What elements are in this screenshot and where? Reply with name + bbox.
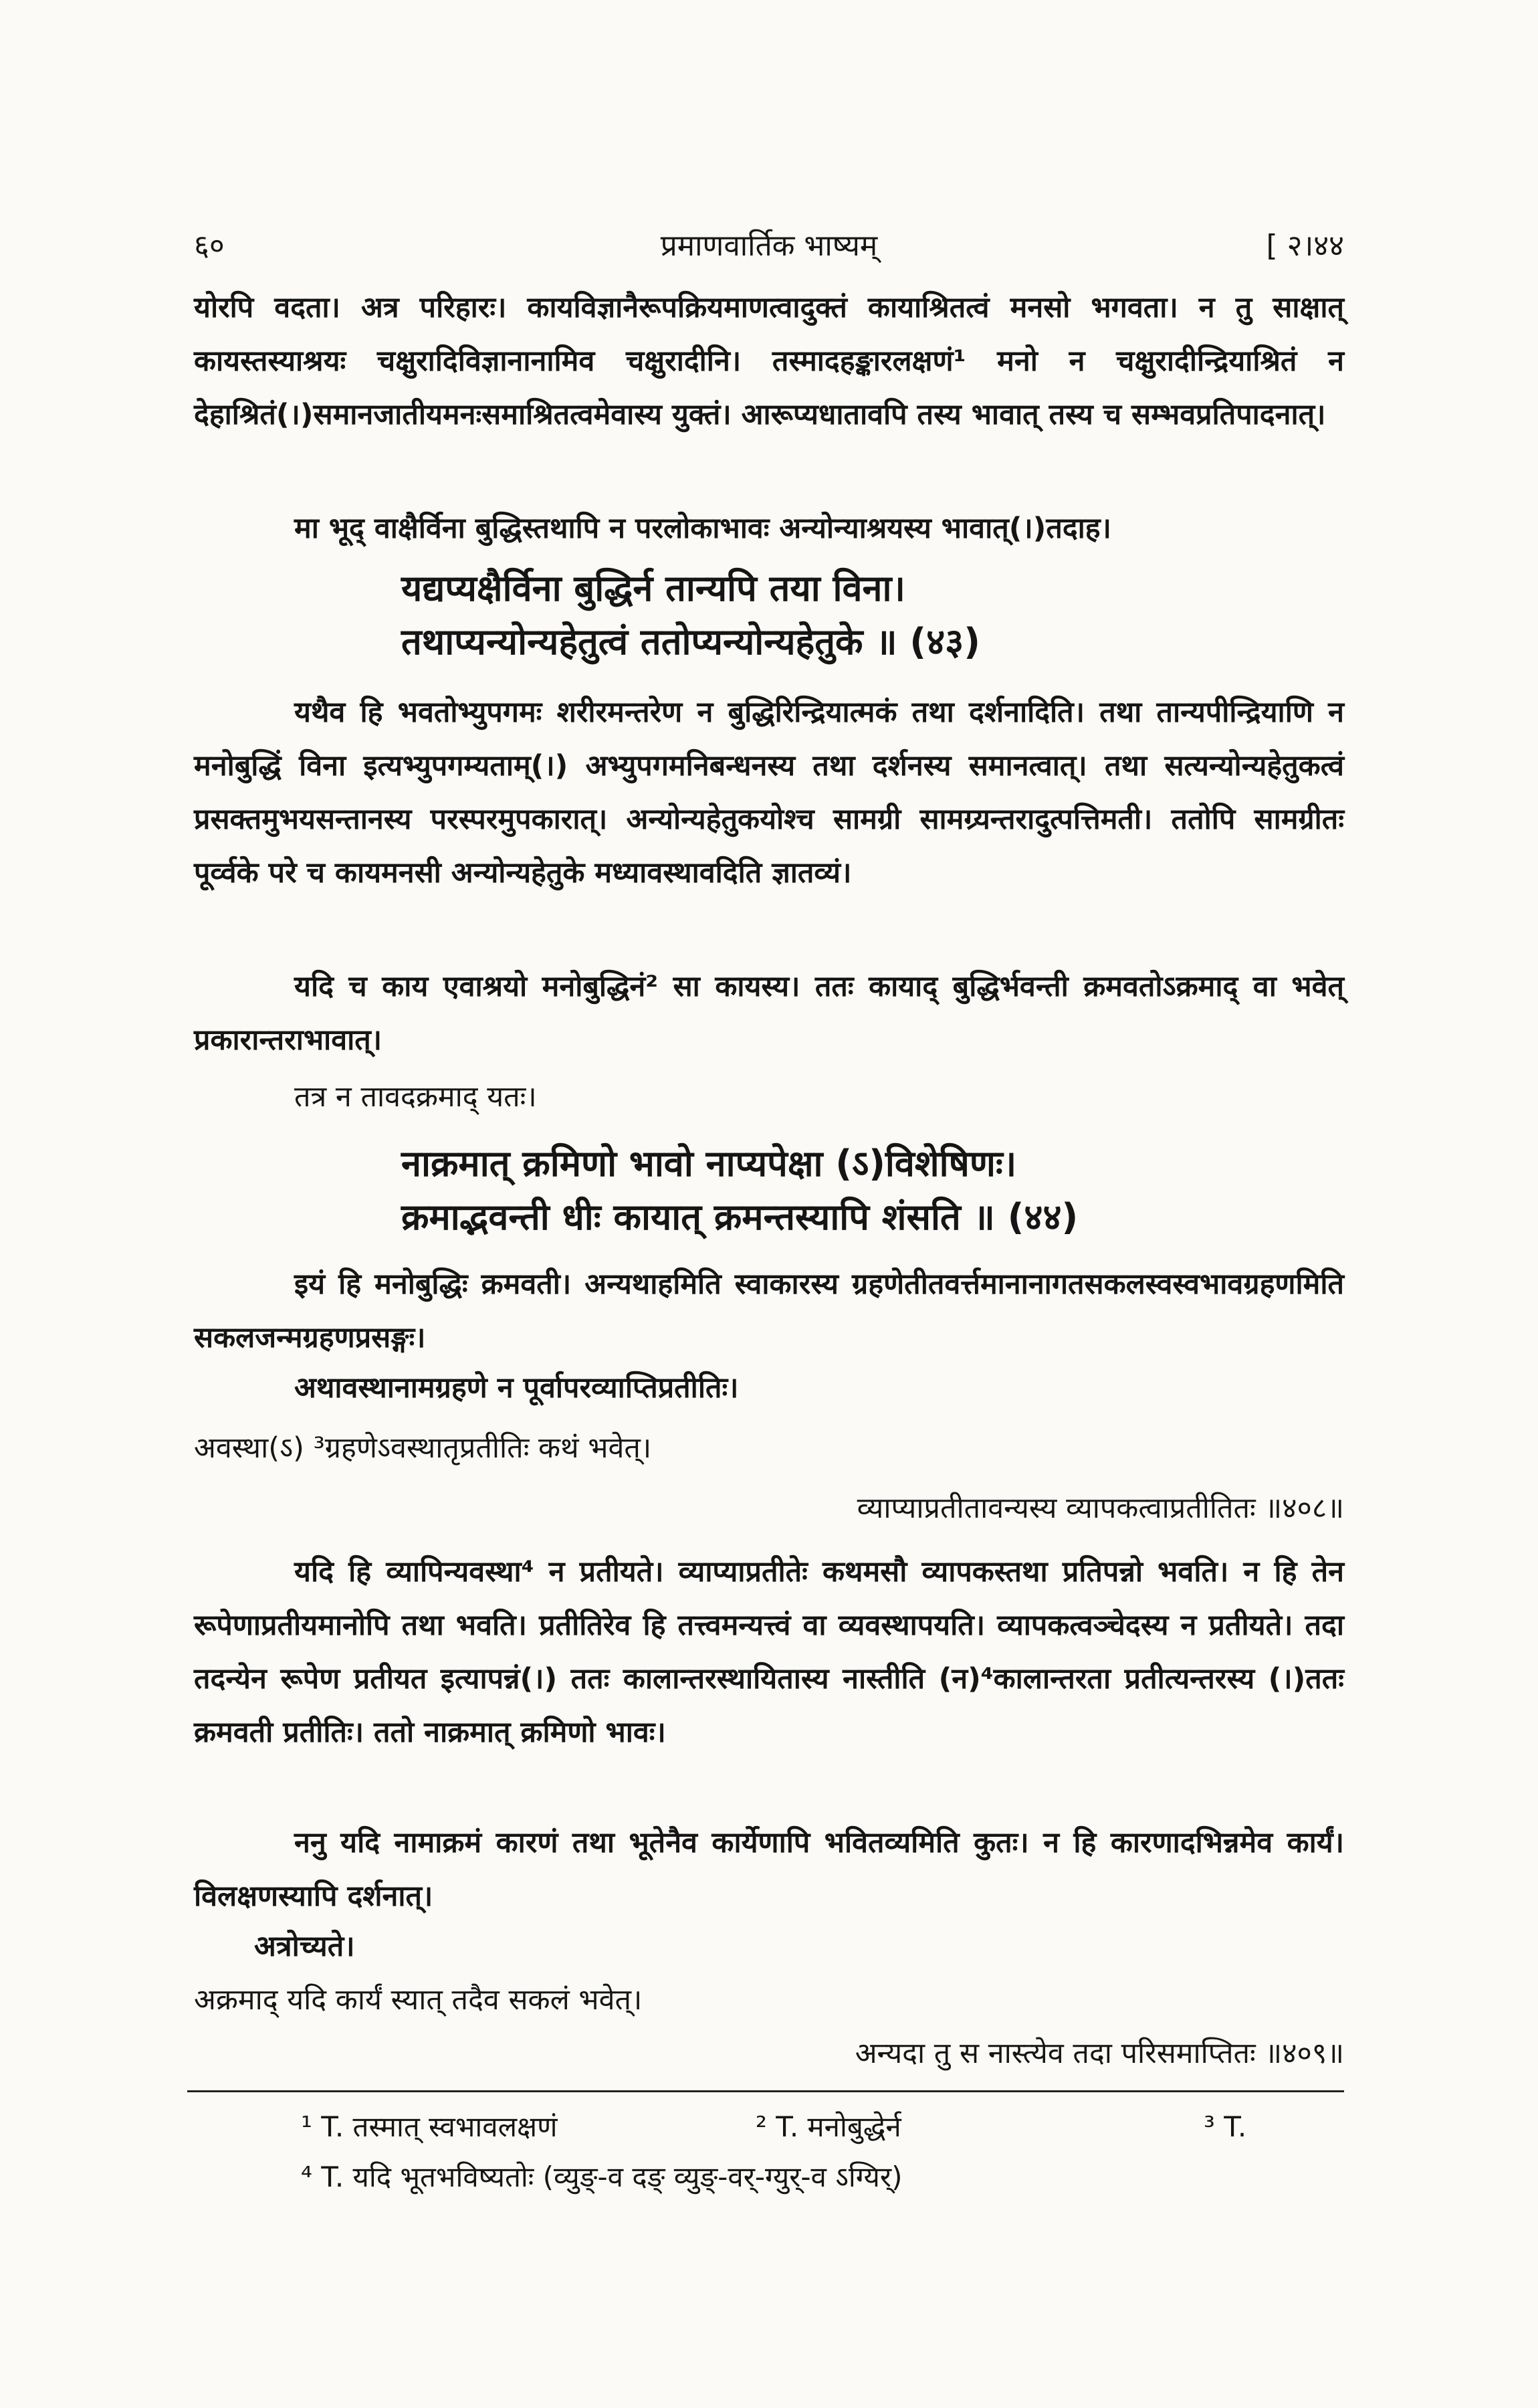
paragraph-3: यथैव हि भवतोभ्युपगमः शरीरमन्तरेण न बुद्धिरिन्द्रियात्मकं तथा दर्शनादिति। तथा तान्यपीन्द्रियाणि न मनोबुद्धिं विना इत्यभ्युपगम्यताम्(।) अभ्युपगमनिबन्धनस्य तथा दर्शनस्य समानत्वात्। तथा सत्यन्योन्यहेतुकत्वं प्रसक्तमुभयसन्तानस्य परस्परमुपकारात्। अन्योन्यहेतुकयोश्च सामग्री सामग्र्यन्तरादुत्पत्तिमती। ततोपि सामग्रीतः पूर्व्वके परे च कायमनसी अन्योन्यहेतुके मध्यावस्थावदिति ज्ञातव्यं। — [194, 696, 1344, 890]
page-number: ६० — [194, 229, 225, 263]
footnote-1: ¹ T. तस्मात् स्वभावलक्षणं — [301, 2110, 558, 2143]
paragraph-6: इयं हि मनोबुद्धिः क्रमवती। अन्यथाहमिति स्वाकारस्य ग्रहणेतीतवर्त्तमानानागतसकलस्वस्वभावग्रहणमिति सकलजन्मग्रहणप्रसङ्गः। — [194, 1268, 1344, 1354]
paragraph-5: तत्र न तावदक्रमाद् यतः। — [294, 1080, 537, 1114]
paragraph-9: ननु यदि नामाक्रमं कारणं तथा भूतेनैव कार्येणापि भवितव्यमिति कुतः। न हि कारणादभिन्नमेव कार्यं। विलक्षणस्यापि दर्शनात्। — [194, 1826, 1344, 1913]
page-header — [194, 224, 1344, 271]
footnote-4: ⁴ T. यदि भूतभविष्यतोः (व्युङ्-व दङ् व्युङ्-वर्-ग्युर्-व ऽग्यिर्) — [301, 2161, 903, 2193]
karika-408-line-1: अवस्था(ऽ) ³ग्रहणेऽवस्थातृप्रतीतिः कथं भवेत्। — [194, 1431, 652, 1465]
verse-44-line-1: नाक्रमात् क्रमिणो भावो नाप्यपेक्षा (ऽ)विशेषिणः। — [401, 1142, 1017, 1185]
section-reference: [ २।४४ — [1266, 229, 1344, 263]
paragraph-7: अथावस्थानामग्रहणे न पूर्वापरव्याप्तिप्रतीतिः। — [294, 1371, 739, 1405]
verse-43-line-2: तथाप्यन्योन्यहेतुत्वं ततोप्यन्योन्यहेतुके ॥ (४३) — [401, 621, 980, 663]
karika-409-line-1: अक्रमाद् यदि कार्यं स्यात् तदैव सकलं भवेत्। — [194, 1983, 643, 2017]
paragraph-10: अत्रोच्यते। — [254, 1930, 355, 1963]
paragraph-8: यदि हि व्यापिन्यवस्था⁴ न प्रतीयते। व्याप्याप्रतीतेः कथमसौ व्यापकस्तथा प्रतिपन्नो भवति। न हि तेन रूपेणाप्रतीयमानोपि तथा भवति। प्रतीतिरेव हि तत्त्वमन्यत्त्वं वा व्यवस्थापयति। व्यापकत्वञ्चेदस्य न प्रतीयते। तदा तदन्येन रूपेण प्रतीयत इत्यापन्नं(।) ततः कालान्तरस्थायितास्य नास्तीति (न)⁴कालान्तरता प्रतीत्यन्तरस्य (।)ततः क्रमवती प्रतीतिः। ततो नाक्रमात् क्रमिणो भावः। — [194, 1555, 1344, 1749]
verse-44-line-2: क्रमाद्भवन्ती धीः कायात् क्रमन्तस्यापि शंसति ॥ (४४) — [401, 1196, 1079, 1238]
footnote-divider — [187, 2090, 1344, 2092]
karika-409-line-2: अन्यदा तु स नास्त्येव तदा परिसमाप्तितः ॥४०९॥ — [855, 2037, 1344, 2070]
paragraph-4: यदि च काय एवाश्रयो मनोबुद्धिनं² सा कायस्य। ततः कायाद् बुद्धिर्भवन्ती क्रमवतोऽक्रमाद् वा भवेत् प्रकारान्तराभावात्। — [194, 970, 1344, 1057]
paragraph-1: योरपि वदता। अत्र परिहारः। कायविज्ञानैरूपक्रियमाणत्वादुक्तं कायाश्रितत्वं मनसो भगवता। न तु साक्षात् कायस्तस्याश्रयः चक्षुरादिविज्ञानानामिव चक्षुरादीनि। तस्मादहङ्कारलक्षणं¹ मनो न चक्षुरादीन्द्रियाश्रितं न देहाश्रितं(।)समानजातीयमनःसमाश्रितत्वमेवास्य युक्तं। आरूप्यधातावपि तस्य भावात् तस्य च सम्भवप्रतिपादनात्। — [194, 291, 1344, 431]
karika-408-line-2: व्याप्याप्रतीतावन्यस्य व्यापकत्वाप्रतीतितः ॥४०८॥ — [857, 1492, 1344, 1525]
paragraph-2: मा भूद् वाक्षैर्विना बुद्धिस्तथापि न परलोकाभावः अन्योन्याश्रयस्य भावात्(।)तदाह। — [294, 512, 1111, 545]
footnote-3: ³ T. — [1204, 2110, 1247, 2143]
running-title: प्रमाणवार्तिक भाष्यम् — [660, 229, 878, 263]
footnote-2: ² T. मनोबुद्धेर्न — [756, 2110, 901, 2143]
verse-43-line-1: यद्यप्यक्षैर्विना बुद्धिर्न तान्यपि तया विना। — [401, 567, 905, 609]
